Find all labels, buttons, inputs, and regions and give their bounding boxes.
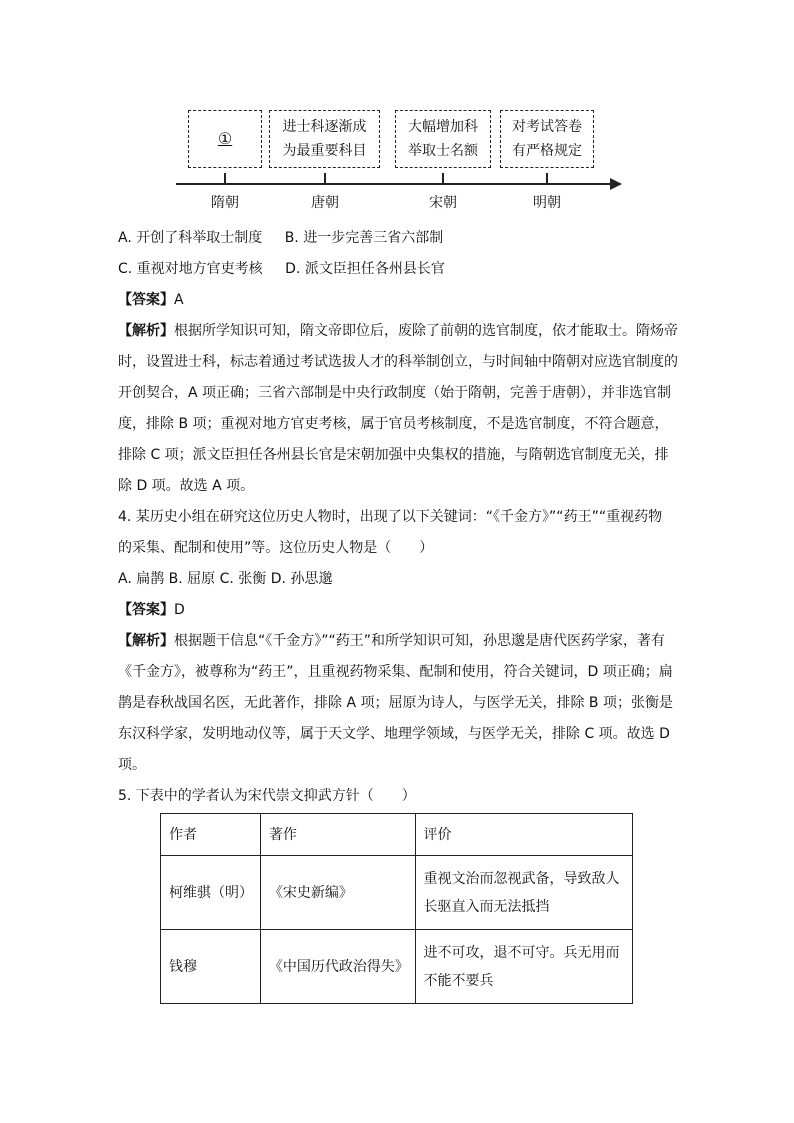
option-c: C. 重视对地方官吏考核 [118,261,263,277]
q3-analysis-line: 开创契合，A 项正确；三省六部制是中央行政制度（始于隋朝，完善于唐朝），并非选官制 [118,385,672,401]
era-label: 宋朝 [429,195,457,211]
q4-analysis-line [118,631,665,651]
q4-analysis-line: 项。 [118,757,146,773]
q4-answer [118,600,185,620]
table-cell: 《宋史新编》 [260,856,415,930]
era-label: 明朝 [533,195,561,211]
timeline-box-song [395,110,491,168]
q3-options-row1 [118,228,443,248]
q3-answer [118,290,184,310]
table-row [161,856,633,930]
option-a: A. 开创了科举取士制度 [118,230,263,246]
box-text-line: 大幅增加科 [408,119,478,135]
q4-stem-line: 的采集、配制和使用”等。这位历史人物是（ ） [118,540,434,556]
axis-arrow-icon [610,178,622,190]
box-text-line: 举取士名额 [408,143,478,159]
table-cell: 柯维骐（明） [161,856,261,930]
timeline-axis [176,183,614,185]
q3-analysis-line: 除 D 项。故选 A 项。 [118,478,255,494]
option-b: B. 进一步完善三省六部制 [284,230,444,246]
q4-stem-line: 4. 某历史小组在研究这位历史人物时，出现了以下关键词：“《千金方》”“药王”“重视药物 [118,509,663,525]
q3-analysis-line [118,321,678,341]
table-cell: 重视文治而忽视武备，导致敌人长驱直入而无法抵挡 [415,856,632,930]
q3-analysis-line: 排除 C 项；派文臣担任各州县长官是宋朝加强中央集权的措施，与隋朝选官制度无关，排 [118,447,669,463]
table-row [161,930,633,1004]
era-label: 隋朝 [211,195,239,211]
answer-value: D [174,602,185,618]
answer-value: A [174,292,184,308]
analysis-text: 根据所学知识可知，隋文帝即位后，废除了前朝的选官制度，依才能取士。隋炀帝 [174,323,678,339]
table-header-cell: 著作 [260,814,415,856]
q4-options: A. 扁鹊 B. 屈原 C. 张衡 D. 孙思邈 [118,571,333,587]
q3-analysis-line: 时，设置进士科，标志着通过考试选拔人才的科举制创立，与时间轴中隋朝对应选官制度的 [118,354,678,370]
axis-tick [546,173,548,184]
q4-analysis-line: 《千金方》，被尊称为“药王”，且重视药物采集、配制和使用，符合关键词，D 项正确；扁 [118,664,673,680]
axis-tick [442,173,444,184]
box-text-line: 进士科逐渐成 [282,119,367,135]
table-header-cell: 作者 [161,814,261,856]
table-cell: 《中国历代政治得失》 [260,930,415,1004]
axis-tick [224,173,226,184]
analysis-label: 【解析】 [118,323,174,339]
table-header-cell: 评价 [415,814,632,856]
box-text-line: 为最重要科目 [282,143,367,159]
q3-analysis-line: 度，排除 B 项；重视对地方官吏考核，属于官员考核制度，不是选官制度，不符合题意， [118,416,669,432]
analysis-label: 【解析】 [118,633,174,649]
q5-stem: 5. 下表中的学者认为宋代崇文抑武方针（ ） [118,788,416,804]
answer-label: 【答案】 [118,292,174,308]
blank-marker: ① [217,129,233,148]
timeline-box-sui [188,110,262,168]
timeline-box-tang [269,110,380,168]
q4-analysis-line: 东汉科学家，发明地动仪等，属于天文学、地理学领域，与医学无关，排除 C 项。故选 D [118,726,670,742]
q4-analysis-line: 鹊是春秋战国名医，无此著作，排除 A 项；屈原为诗人，与医学无关，排除 B 项；张衡是 [118,695,673,711]
table-header-row [161,814,633,856]
analysis-text: 根据题干信息“《千金方》”“药王”和所学知识可知，孙思邈是唐代医药学家，著有 [174,633,666,649]
timeline-box-ming [500,110,594,168]
q3-options-row2 [118,259,445,279]
answer-label: 【答案】 [118,602,174,618]
era-label: 唐朝 [311,195,339,211]
q5-table [160,813,633,1004]
axis-tick [324,173,326,184]
timeline-figure [170,104,630,216]
box-text-line: 对考试答卷 [512,119,582,135]
option-d: D. 派文臣担任各州县长官 [285,261,445,277]
table-cell: 进不可攻，退不可守。兵无用而不能不要兵 [415,930,632,1004]
table-cell: 钱穆 [161,930,261,1004]
box-text-line: 有严格规定 [512,143,582,159]
